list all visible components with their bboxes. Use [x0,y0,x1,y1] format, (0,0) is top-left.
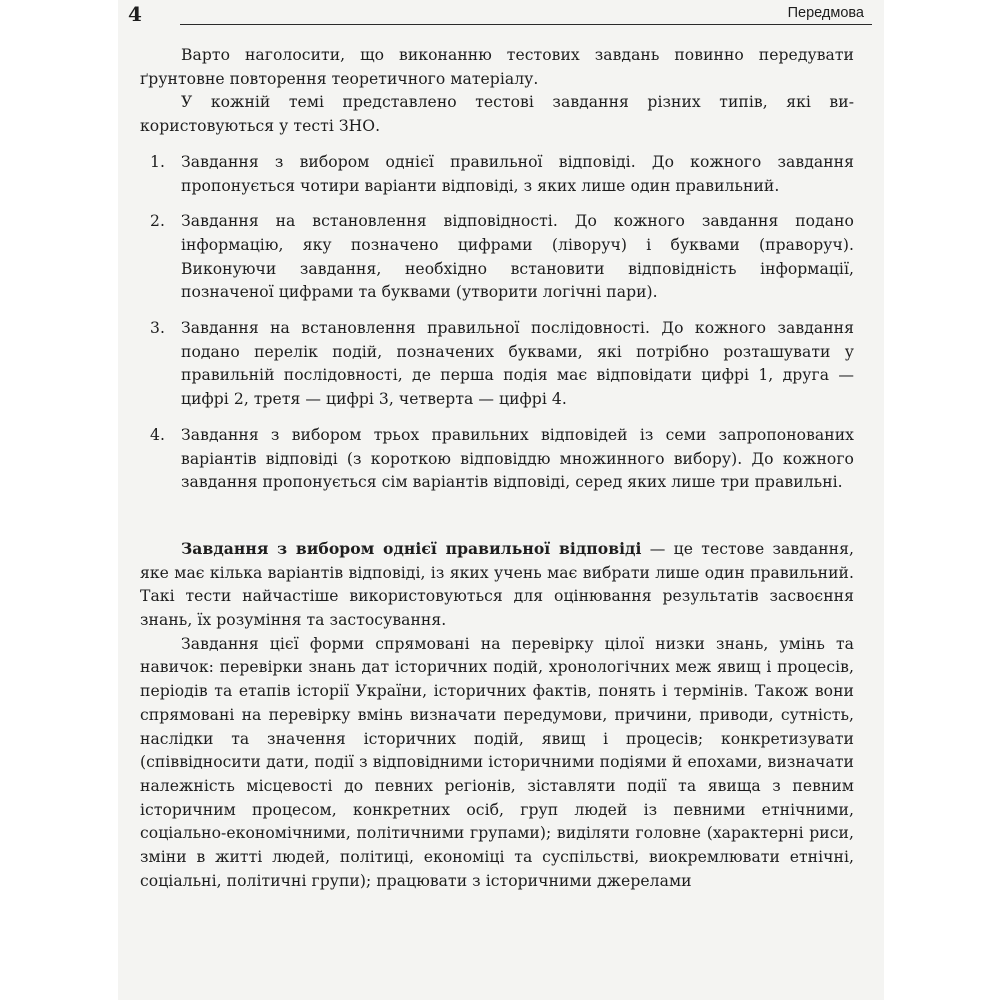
list-item-text: Завдання з вибором трьох правильних відповідей із семи запропонованих варіантів відповіді (з короткою відповіддю множинного вибору). До кожного завдання пропонується сім варіантів відповіді, серед яких лише три правильні. [181,425,854,492]
list-item [140,424,854,495]
list-item-text: Завдання на встановлення правильної послідовності. До кожного завдання подано перелік подій, позначених буквами, які потрібно розташувати у правильній послідовності, де перша подія має відповідати цифрі 1, друга — цифрі 2, третя — цифрі 3, четверта — цифрі 4. [181,319,854,409]
page-number: 4 [128,2,142,26]
page-header [118,0,884,32]
single-choice-term: Завдання з вибором однієї правильної відповіді [181,538,642,558]
list-item-text: Завдання з вибором однієї правильної відповіді. До кожного завдання пропонується чотири варіанти відповіді, з яких лише один правильний. [181,152,854,195]
list-item-number: 4. [150,425,165,444]
list-item-number: 1. [150,152,165,171]
intro-paragraph-1: Варто наголосити, що виконанню тестових завдань повинно передувати ґрунтовне повторення теоретичного матеріалу. [140,46,854,88]
list-item-text: Завдання на встановлення відповідності. До кожного завдання подано інформацію, яку позначено цифрами (ліворуч) і буквами (праворуч). Виконуючи завдання, необхідно встановити відповідність інформації, позначеної цифрами та буквами (утворити логічні пари). [181,212,854,302]
list-item-number: 3. [150,319,165,338]
single-choice-paragraph [140,537,854,633]
single-choice-definition: — це тестове завдання, яке має кілька варіантів відповіді, із яких учень має вибрати лише один правильний. Такі тести найчастіше використовуються для оцінювання результатів засвоєння знань, їх розуміння та застосування. [140,539,854,630]
list-item [140,151,854,198]
task-types-list [140,151,854,495]
list-item [140,317,854,412]
page-body [140,44,854,894]
section-title: Передмова [787,5,864,21]
single-choice-paragraph-2: Завдання цієї форми спрямовані на перевірку цілої низки знань, умінь та навичок: перевірки знань дат історичних подій, хронологічних меж явищ і процесів, періодів та етапів історії України, історичних фактів, понять і термінів. Також вони спрямовані на перевірку вмінь визначати передумови, причини, приводи, сутність, наслідки та значення історичних подій, явищ і процесів; конкретизувати (співвідносити дати, події з відповідними історичними подіями й епохами, визначати належність місцевості до певних регіонів, зіставляти події та явища з певним історичним процесом, конкретних осіб, груп людей із певними етнічними, соціально-економічними, політичними групами); виділяти головне (характерні риси, зміни в житті людей, політиці, економіці та суспільстві, виокремлювати етнічні, соціальні, політичні групи); працювати з історичними джерелами [140,634,854,890]
list-item-number: 2. [150,212,165,231]
intro-paragraph-2: У кожній темі представлено тестові завдання різних типів, які використовуються у тесті ЗНО. [140,93,854,136]
book-page [118,0,884,1000]
list-item [140,210,854,305]
header-rule [180,24,872,25]
